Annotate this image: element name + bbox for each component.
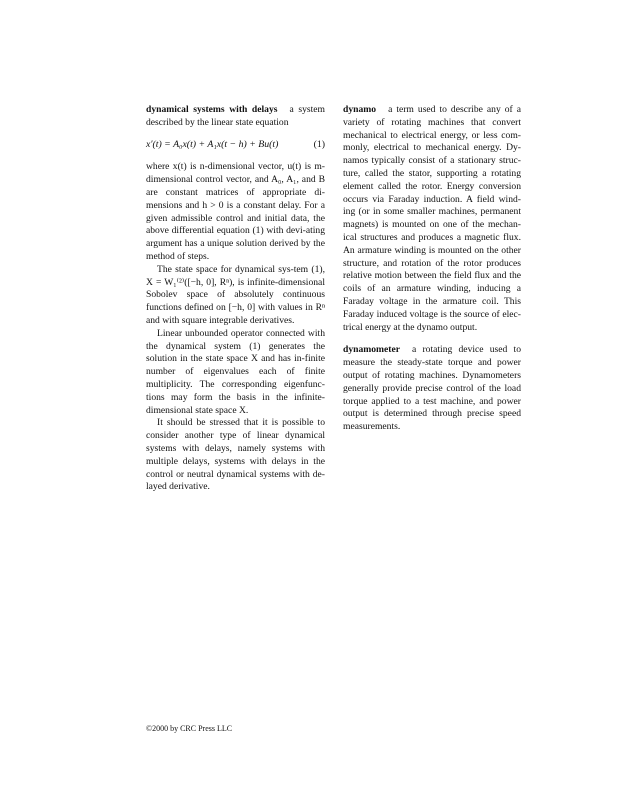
equation-text: x′(t) = A₀x(t) + A₁x(t − h) + Bu(t) (146, 138, 279, 150)
equation-number: (1) (313, 138, 325, 150)
paragraph: where x(t) is n-dimensional vector, u(t) is m-dimensional control vector, and A₀, A₁, and B are constant matrices of appropriate di-mensions and h > 0 is a constant delay. For a given admissible control and initial data, the above differential equation (1) with devi-ating argument has a unique solution derived by the method of steps. (146, 161, 325, 262)
entry-dynamical-systems-with-delays (146, 104, 325, 130)
entry-term: dynamometer (343, 344, 401, 356)
entry-term: dynamo (343, 104, 377, 115)
entry-definition: a rotating device used to measure the steady-state torque and power output of rotating machines. Dynamometers generally provide precise control of the load torque applied to a test machine, and power output is determined through precise speed measurements. (343, 344, 521, 433)
right-column (343, 104, 521, 434)
left-column (146, 104, 325, 494)
paragraph: The state space for dynamical sys-tem (1), X = W₁⁽²⁾([−h, 0], Rⁿ), is infinite-dimensional Sobolev space of absolutely continuous functions defined on [−h, 0] with values in Rⁿ and with square integrable derivatives. (146, 263, 325, 326)
entry-term: dynamical systems with delays (146, 104, 278, 115)
paragraph: Linear unbounded operator connected with the dynamical system (1) generates the solution in the state space X and has in-finite number of eigenvalues each of finite multiplicity. The corresponding eigenfunc-tions may form the basis in the infinite-dimensional state space X. (146, 327, 325, 416)
entry-definition: a term used to describe any of a variety of rotating machines that convert mechanical to electrical energy, or less com-monly, electrical to mechanical energy. Dy-namos typically consist of a stationary struc-ture, called the stator, supporting a rotating element called the rotor. Energy conversion occurs via Faraday induction. A field wind-ing (or in some smaller machines, permanent magnets) is mounted on one of the mechan-ical structures and produces a magnetic flux. An armature winding is mounted on the other structure, and rotation of the rotor produces relative motion between the field flux and the coils of an armature winding, inducing a Faraday voltage in the armature coil. This Faraday induced voltage is the source of elec-trical energy at the dynamo output. (343, 104, 521, 333)
entry-dynamo (343, 104, 521, 334)
copyright-footer: ©2000 by CRC Press LLC (146, 724, 233, 733)
entry-intro: a system described by the linear state equation (146, 104, 325, 128)
state-equation (146, 139, 325, 152)
entry-dynamometer (343, 344, 521, 434)
paragraph: It should be stressed that it is possible to consider another type of linear dynamical systems with delays, namely systems with multiple delays, systems with delays in the control or neutral dynamical systems with de-layed derivative. (146, 417, 325, 493)
